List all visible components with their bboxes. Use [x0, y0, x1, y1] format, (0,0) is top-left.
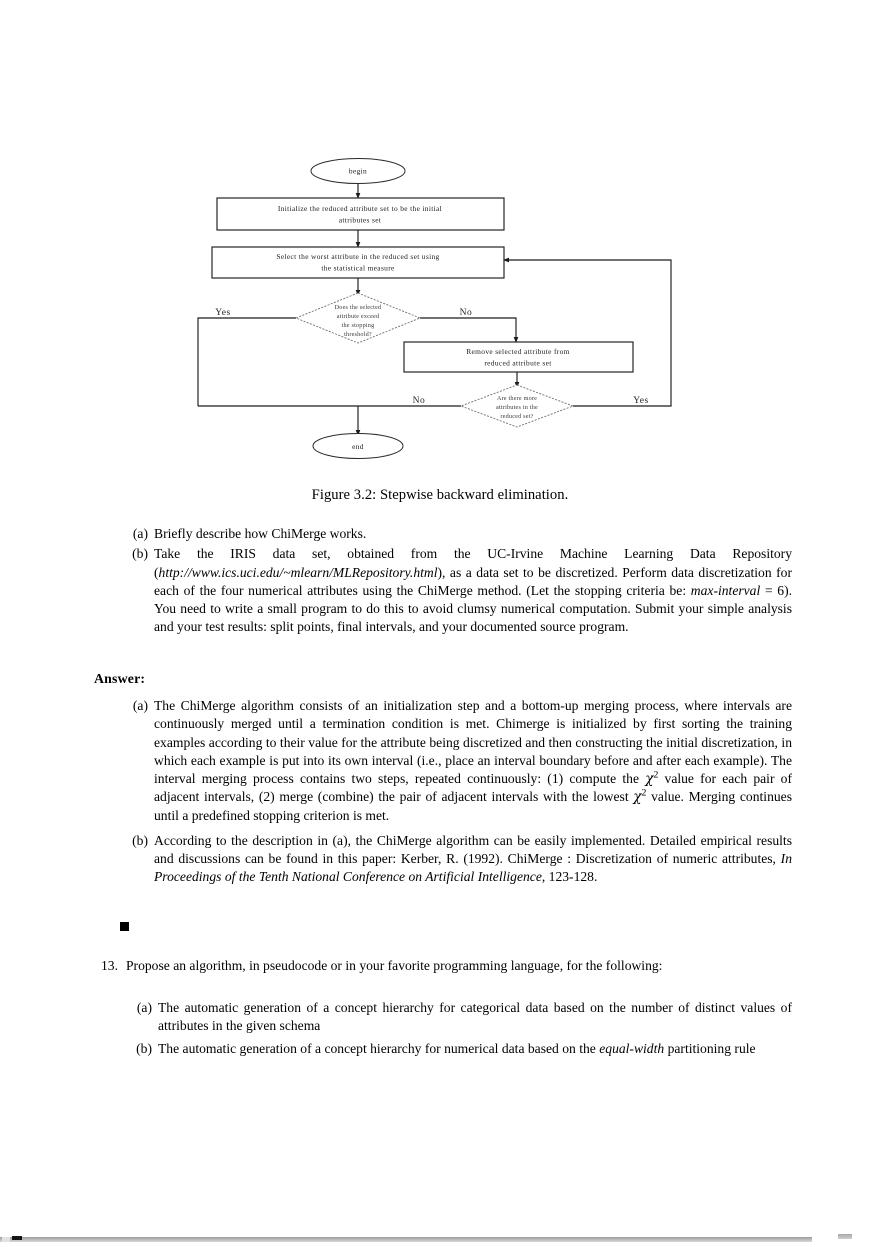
list-item: [128, 1040, 792, 1058]
question-13: [90, 957, 792, 975]
chi-exponent-2: 2: [641, 787, 647, 799]
answer-b-title: In Proceedings of the Tenth National Conference on Artificial Intelligence: [154, 851, 792, 885]
horizontal-scrollbar[interactable]: [0, 1235, 812, 1243]
answer-heading: Answer:: [94, 671, 146, 686]
list-item-text: [154, 697, 792, 825]
qed-square-icon: [120, 922, 129, 931]
list-item-text: [154, 545, 792, 636]
chi-exponent-1: 2: [653, 769, 659, 781]
chi-symbol-2: χ: [633, 789, 642, 806]
list-item: [128, 999, 792, 1036]
horizontal-scrollbar-track[interactable]: [0, 1237, 812, 1242]
problem-sub-list: [124, 525, 792, 639]
list-item-text: [154, 832, 792, 887]
list-marker: (b): [132, 832, 148, 848]
edge-label-yes-bottom-right: Yes: [633, 396, 649, 406]
list-marker: (b): [132, 546, 148, 562]
answer-a-part3: value. Merging continues until a predefined stopping criterion is met.: [154, 789, 792, 823]
list-item: [124, 545, 792, 636]
question-13-stem-text: Propose an algorithm, in pseudocode or in your favorite programming language, for the following:: [126, 958, 663, 973]
list-item-text: [158, 1040, 792, 1058]
flowchart-end-label: end: [352, 441, 364, 451]
question-13-sub-list: [128, 999, 792, 1062]
decision2-line2: attributes in the: [496, 404, 538, 411]
list-marker: (b): [136, 1040, 152, 1056]
figure-caption: Figure 3.2: Stepwise backward elimination.: [311, 487, 569, 503]
flowchart-initialize-line1: Initialize the reduced attribute set to be the initial: [277, 204, 443, 213]
flowchart-select-line2: the statistical measure: [321, 263, 395, 273]
edge-decision2-yes-loopback: [506, 260, 671, 406]
answer-b-part1: According to the description in (a), the ChiMerge algorithm can be easily implemented. Detailed empirical results and discussions can be found in this paper: Kerber, R. (1992). ChiMerge : Discretization of numeric attributes,: [154, 832, 792, 866]
problem-b-url: http://www.ics.uci.edu/~mlearn/MLRepository.html: [158, 564, 438, 580]
problem-a-text: Briefly describe how ChiMerge works.: [154, 526, 367, 541]
problem-b-criteria: max-interval: [690, 582, 761, 598]
horizontal-scrollbar-thumb[interactable]: [12, 1236, 22, 1240]
decision1-line4: threshold?: [344, 331, 372, 338]
flowchart-initialize-line2: attributes set: [338, 215, 382, 225]
q13-b-term: equal-width: [599, 1040, 665, 1056]
decision2-line3: reduced set?: [500, 413, 534, 420]
list-marker: (a): [132, 526, 148, 541]
figure-flowchart: [0, 150, 880, 475]
answer-a-part2: value for each pair of adjacent intervals, (2) merge (combine) the pair of adjacent intervals with the lowest: [154, 771, 792, 805]
list-item-text: [158, 999, 792, 1036]
problem-b-part2: ), as a data set to be discretized. Perform data discretization for each of the four numerical attributes using the ChiMerge method. (Let the stopping criteria be:: [154, 564, 792, 598]
list-marker: (a): [136, 1000, 152, 1015]
edge-label-no-right: No: [459, 308, 473, 318]
problem-b-part3: = 6). You need to write a small program to do this to avoid clumsy numerical computation. Submit your simple analysis and your test results: split points, final intervals, and your documented source program.: [154, 582, 793, 635]
flowchart-remove-line2: reduced attribute set: [484, 358, 552, 368]
edge-label-no-bottom: No: [412, 396, 426, 406]
list-item: [124, 697, 792, 825]
q13-b-part2: partitioning rule: [664, 1040, 756, 1056]
edge-decision1-yes: [198, 318, 296, 406]
decision2-line1: Are there more: [496, 395, 538, 402]
vertical-scrollbar-stub[interactable]: [838, 1234, 852, 1239]
decision1-line3: the stopping: [341, 322, 375, 329]
answer-sub-list: [124, 697, 792, 894]
horizontal-scrollbar-left-cap[interactable]: [2, 1237, 10, 1242]
question-13-marker: 13.: [101, 958, 118, 973]
decision1-line2: attribute exceed: [336, 313, 380, 320]
decision1-line1: Does the selected: [334, 304, 382, 311]
answer-a-part1: The ChiMerge algorithm consists of an initialization step and a bottom-up merging process, where intervals are continuously merged until a termination condition is met. Chimerge is initialized by first sorting the training examples according to their value for the attribute being discretized and then constructing the initial discretization, in which each example is put into its own interval (i.e., place an interval boundary before and after each example). The interval merging process contains two steps, repeated continuously: (1) compute the: [154, 698, 792, 786]
q13-a-text: The automatic generation of a concept hierarchy for categorical data based on the number of distinct values of attributes in the given schema: [158, 1000, 792, 1034]
problem-b-part1: Take the IRIS data set, obtained from the UC-Irvine Machine Learning Data Repository (: [154, 546, 792, 580]
edge-label-yes-left: Yes: [215, 308, 231, 318]
flowchart-select-line1: Select the worst attribute in the reduced set using: [276, 252, 440, 261]
q13-b-part1: The automatic generation of a concept hierarchy for numerical data based on the: [158, 1040, 600, 1056]
list-item-text: [154, 525, 792, 543]
list-item: [124, 832, 792, 887]
chi-symbol-1: χ: [645, 771, 654, 787]
flowchart-begin-label: begin: [348, 166, 368, 176]
flowchart-remove-line1: Remove selected attribute from: [466, 347, 570, 356]
question-13-stem: [126, 957, 792, 975]
flowchart-svg: [0, 150, 880, 475]
answer-b-part2: , 123-128.: [541, 869, 598, 885]
list-marker: (a): [132, 698, 148, 713]
list-item: [124, 525, 792, 543]
edge-decision1-no: [420, 318, 516, 340]
flowchart-initialize-box: [217, 198, 504, 230]
